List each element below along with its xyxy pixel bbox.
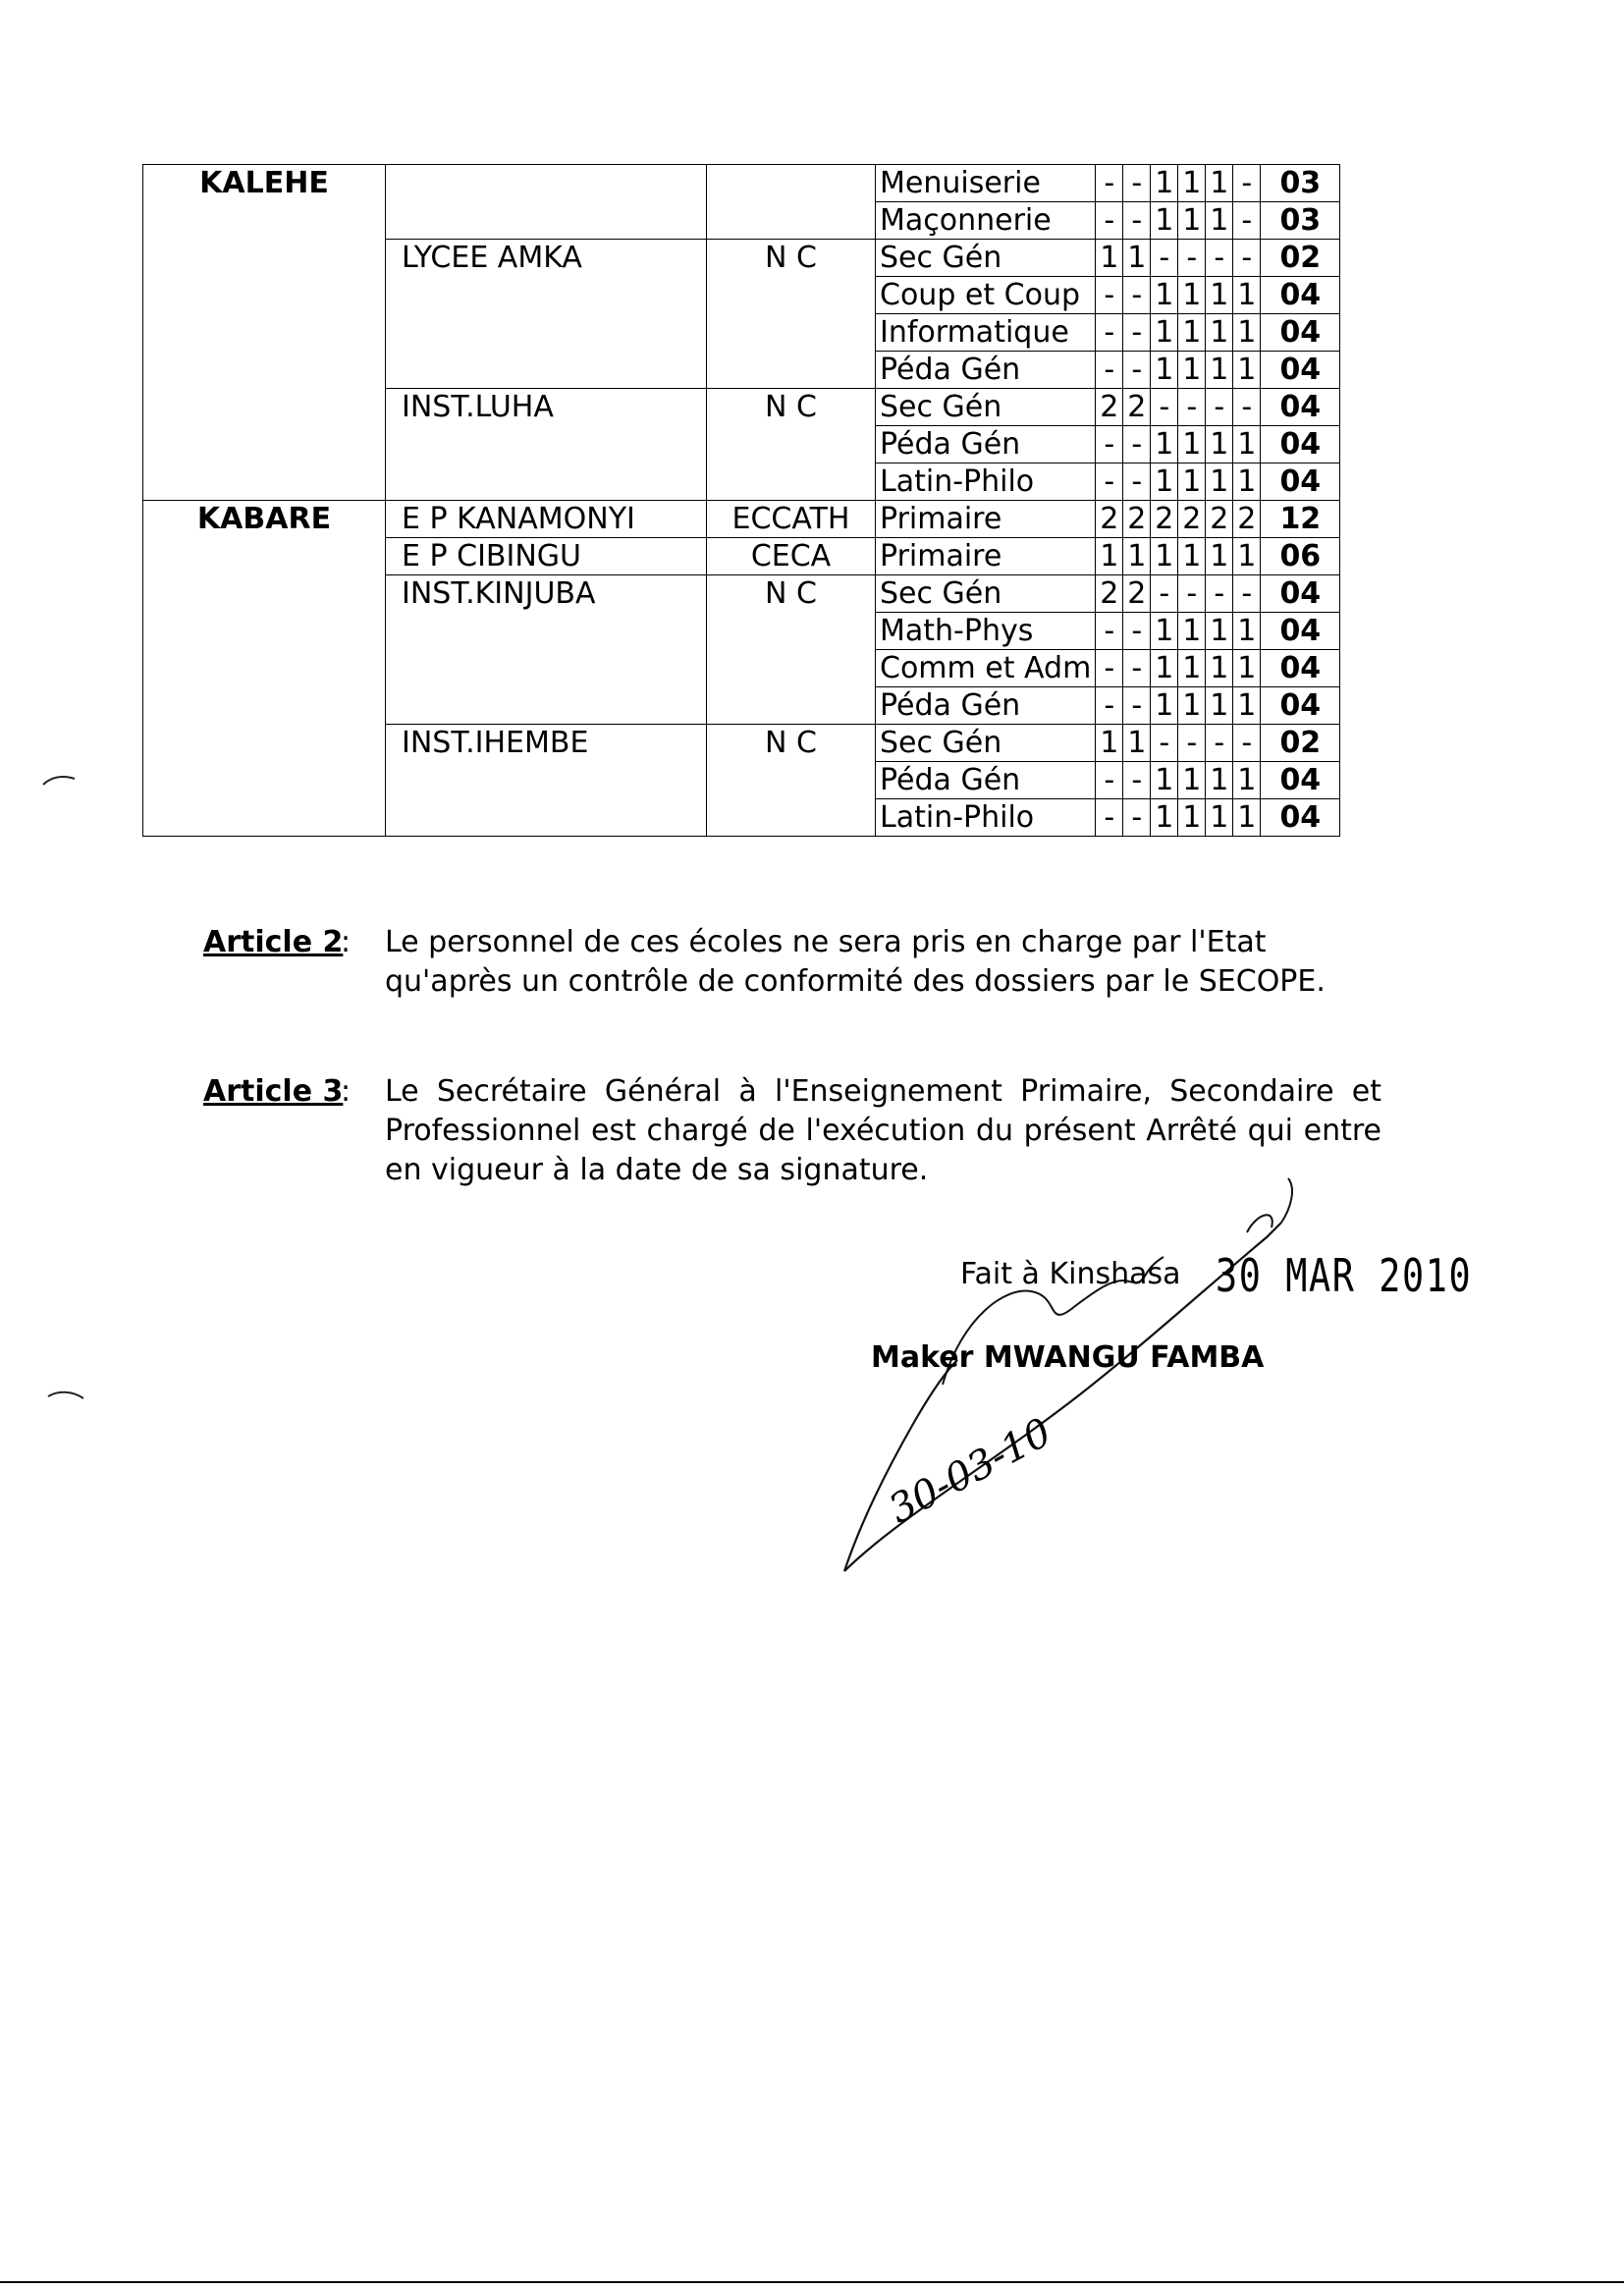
bottom-rule bbox=[0, 2281, 1624, 2283]
grade-cell: - bbox=[1123, 202, 1151, 240]
grade-cell: - bbox=[1096, 426, 1123, 463]
regime-cell bbox=[707, 165, 876, 240]
article-3-text: Le Secrétaire Général à l'Enseignement Primaire, Secondaire et Professionnel est chargé de l'exécution du présent Arrêté qui entre en vigueur à la date de sa signature. bbox=[385, 1074, 1381, 1187]
section-cell: Latin-Philo bbox=[876, 463, 1096, 501]
article-2-label: Article 2 bbox=[203, 925, 344, 959]
grade-cell: 1 bbox=[1206, 463, 1233, 501]
grade-cell: 2 bbox=[1096, 575, 1123, 613]
grade-cell: 1 bbox=[1233, 538, 1261, 575]
grade-cell: - bbox=[1233, 202, 1261, 240]
place-line: Fait à Kinshasa bbox=[960, 1257, 1181, 1291]
grade-cell: 1 bbox=[1233, 314, 1261, 352]
grade-cell: 1 bbox=[1178, 202, 1206, 240]
grade-cell: - bbox=[1123, 687, 1151, 725]
total-cell: 04 bbox=[1261, 463, 1340, 501]
grade-cell: - bbox=[1178, 240, 1206, 277]
grade-cell: 1 bbox=[1178, 314, 1206, 352]
total-cell: 04 bbox=[1261, 762, 1340, 799]
section-cell: Péda Gén bbox=[876, 762, 1096, 799]
grade-cell: - bbox=[1206, 240, 1233, 277]
grade-cell: 1 bbox=[1206, 165, 1233, 202]
section-cell: Comm et Adm bbox=[876, 650, 1096, 687]
section-cell: Latin-Philo bbox=[876, 799, 1096, 837]
grade-cell: 1 bbox=[1151, 613, 1178, 650]
school-name-cell: INST.LUHA bbox=[386, 389, 707, 501]
section-cell: Péda Gén bbox=[876, 687, 1096, 725]
total-cell: 04 bbox=[1261, 575, 1340, 613]
province-cell: KABARE bbox=[143, 501, 386, 837]
grade-cell: 1 bbox=[1123, 240, 1151, 277]
total-cell: 04 bbox=[1261, 799, 1340, 837]
total-cell: 12 bbox=[1261, 501, 1340, 538]
margin-mark-icon bbox=[39, 771, 79, 791]
grade-cell: 1 bbox=[1233, 650, 1261, 687]
grade-cell: 1 bbox=[1151, 277, 1178, 314]
grade-cell: 1 bbox=[1206, 687, 1233, 725]
grade-cell: - bbox=[1096, 277, 1123, 314]
grade-cell: 1 bbox=[1178, 538, 1206, 575]
grade-cell: - bbox=[1123, 277, 1151, 314]
school-name-cell: LYCEE AMKA bbox=[386, 240, 707, 389]
grade-cell: - bbox=[1123, 463, 1151, 501]
grade-cell: - bbox=[1178, 725, 1206, 762]
total-cell: 04 bbox=[1261, 650, 1340, 687]
section-cell: Sec Gén bbox=[876, 240, 1096, 277]
grade-cell: - bbox=[1123, 762, 1151, 799]
regime-cell: N C bbox=[707, 240, 876, 389]
section-cell: Coup et Coup bbox=[876, 277, 1096, 314]
grade-cell: - bbox=[1206, 575, 1233, 613]
school-name-cell: INST.KINJUBA bbox=[386, 575, 707, 725]
grade-cell: 1 bbox=[1233, 352, 1261, 389]
grade-cell: - bbox=[1233, 240, 1261, 277]
grade-cell: 1 bbox=[1151, 799, 1178, 837]
grade-cell: 1 bbox=[1233, 277, 1261, 314]
grade-cell: 1 bbox=[1206, 538, 1233, 575]
handwritten-date: 30-03-10 bbox=[882, 1409, 1059, 1533]
grade-cell: 1 bbox=[1206, 352, 1233, 389]
grade-cell: - bbox=[1096, 687, 1123, 725]
grade-cell: - bbox=[1123, 799, 1151, 837]
grade-cell: 1 bbox=[1206, 202, 1233, 240]
article-3-label: Article 3 bbox=[203, 1074, 344, 1109]
grade-cell: - bbox=[1233, 389, 1261, 426]
grade-cell: - bbox=[1123, 613, 1151, 650]
grade-cell: 1 bbox=[1151, 202, 1178, 240]
grade-cell: 1 bbox=[1233, 687, 1261, 725]
grade-cell: - bbox=[1151, 240, 1178, 277]
school-name-cell bbox=[386, 165, 707, 240]
grade-cell: 1 bbox=[1178, 613, 1206, 650]
regime-cell: N C bbox=[707, 725, 876, 837]
article-3-colon: : bbox=[341, 1074, 352, 1109]
grade-cell: 1 bbox=[1206, 799, 1233, 837]
grade-cell: - bbox=[1233, 725, 1261, 762]
grade-cell: - bbox=[1096, 613, 1123, 650]
grade-cell: 2 bbox=[1096, 501, 1123, 538]
total-cell: 03 bbox=[1261, 165, 1340, 202]
grade-cell: - bbox=[1096, 202, 1123, 240]
regime-cell: N C bbox=[707, 575, 876, 725]
total-cell: 04 bbox=[1261, 352, 1340, 389]
article-2-colon: : bbox=[341, 925, 352, 959]
grade-cell: 1 bbox=[1123, 538, 1151, 575]
grade-cell: - bbox=[1096, 799, 1123, 837]
school-allocation-table bbox=[142, 164, 1340, 837]
grade-cell: 1 bbox=[1151, 650, 1178, 687]
grade-cell: - bbox=[1123, 426, 1151, 463]
grade-cell: 1 bbox=[1096, 538, 1123, 575]
grade-cell: 2 bbox=[1123, 389, 1151, 426]
signatory-name: Maker MWANGU FAMBA bbox=[871, 1340, 1265, 1375]
school-name-cell: E P KANAMONYI bbox=[386, 501, 707, 538]
grade-cell: - bbox=[1096, 762, 1123, 799]
grade-cell: 1 bbox=[1206, 314, 1233, 352]
grade-cell: - bbox=[1233, 575, 1261, 613]
section-cell: Sec Gén bbox=[876, 389, 1096, 426]
section-cell: Sec Gén bbox=[876, 575, 1096, 613]
grade-cell: 2 bbox=[1178, 501, 1206, 538]
section-cell: Primaire bbox=[876, 501, 1096, 538]
grade-cell: 1 bbox=[1151, 352, 1178, 389]
margin-mark-icon bbox=[44, 1385, 88, 1404]
total-cell: 04 bbox=[1261, 389, 1340, 426]
grade-cell: 2 bbox=[1096, 389, 1123, 426]
section-cell: Informatique bbox=[876, 314, 1096, 352]
grade-cell: - bbox=[1123, 314, 1151, 352]
grade-cell: - bbox=[1233, 165, 1261, 202]
grade-cell: 2 bbox=[1151, 501, 1178, 538]
grade-cell: 1 bbox=[1233, 799, 1261, 837]
grade-cell: 2 bbox=[1206, 501, 1233, 538]
grade-cell: 1 bbox=[1151, 463, 1178, 501]
grade-cell: 1 bbox=[1178, 165, 1206, 202]
regime-cell: CECA bbox=[707, 538, 876, 575]
grade-cell: 1 bbox=[1096, 240, 1123, 277]
section-cell: Maçonnerie bbox=[876, 202, 1096, 240]
grade-cell: 1 bbox=[1206, 426, 1233, 463]
total-cell: 02 bbox=[1261, 725, 1340, 762]
grade-cell: - bbox=[1206, 389, 1233, 426]
grade-cell: 2 bbox=[1123, 501, 1151, 538]
school-name-cell: E P CIBINGU bbox=[386, 538, 707, 575]
grade-cell: 1 bbox=[1151, 165, 1178, 202]
grade-cell: 1 bbox=[1206, 613, 1233, 650]
grade-cell: 1 bbox=[1206, 277, 1233, 314]
total-cell: 03 bbox=[1261, 202, 1340, 240]
grade-cell: 1 bbox=[1096, 725, 1123, 762]
grade-cell: 1 bbox=[1178, 799, 1206, 837]
grade-cell: 1 bbox=[1233, 426, 1261, 463]
grade-cell: - bbox=[1123, 352, 1151, 389]
grade-cell: - bbox=[1123, 165, 1151, 202]
section-cell: Primaire bbox=[876, 538, 1096, 575]
table-body bbox=[143, 165, 1340, 837]
grade-cell: 1 bbox=[1233, 613, 1261, 650]
grade-cell: 1 bbox=[1178, 463, 1206, 501]
grade-cell: - bbox=[1178, 389, 1206, 426]
article-2 bbox=[203, 923, 1381, 1002]
total-cell: 04 bbox=[1261, 613, 1340, 650]
grade-cell: 1 bbox=[1178, 277, 1206, 314]
grade-cell: - bbox=[1151, 389, 1178, 426]
grade-cell: 1 bbox=[1178, 352, 1206, 389]
total-cell: 06 bbox=[1261, 538, 1340, 575]
grade-cell: - bbox=[1096, 314, 1123, 352]
grade-cell: - bbox=[1206, 725, 1233, 762]
grade-cell: - bbox=[1096, 352, 1123, 389]
article-2-text: Le personnel de ces écoles ne sera pris en charge par l'Etat qu'après un contrôle de conformité des dossiers par le SECOPE. bbox=[385, 925, 1326, 999]
section-cell: Math-Phys bbox=[876, 613, 1096, 650]
province-cell: KALEHE bbox=[143, 165, 386, 501]
grade-cell: - bbox=[1096, 650, 1123, 687]
grade-cell: 1 bbox=[1178, 687, 1206, 725]
section-cell: Péda Gén bbox=[876, 352, 1096, 389]
grade-cell: - bbox=[1151, 575, 1178, 613]
grade-cell: 1 bbox=[1151, 314, 1178, 352]
section-cell: Menuiserie bbox=[876, 165, 1096, 202]
total-cell: 04 bbox=[1261, 687, 1340, 725]
grade-cell: 1 bbox=[1151, 687, 1178, 725]
grade-cell: - bbox=[1096, 463, 1123, 501]
grade-cell: 1 bbox=[1151, 538, 1178, 575]
grade-cell: 1 bbox=[1151, 426, 1178, 463]
regime-cell: N C bbox=[707, 389, 876, 501]
section-cell: Sec Gén bbox=[876, 725, 1096, 762]
grade-cell: 1 bbox=[1178, 650, 1206, 687]
section-cell: Péda Gén bbox=[876, 426, 1096, 463]
school-name-cell: INST.IHEMBE bbox=[386, 725, 707, 837]
grade-cell: - bbox=[1178, 575, 1206, 613]
total-cell: 04 bbox=[1261, 426, 1340, 463]
grade-cell: 1 bbox=[1233, 463, 1261, 501]
grade-cell: - bbox=[1151, 725, 1178, 762]
grade-cell: 2 bbox=[1233, 501, 1261, 538]
grade-cell: 1 bbox=[1178, 762, 1206, 799]
regime-cell: ECCATH bbox=[707, 501, 876, 538]
total-cell: 04 bbox=[1261, 314, 1340, 352]
total-cell: 02 bbox=[1261, 240, 1340, 277]
grade-cell: 1 bbox=[1206, 762, 1233, 799]
table-row bbox=[143, 165, 1340, 202]
grade-cell: - bbox=[1096, 165, 1123, 202]
date-stamp: 30 MAR 2010 bbox=[1216, 1249, 1473, 1302]
grade-cell: 1 bbox=[1151, 762, 1178, 799]
grade-cell: 1 bbox=[1206, 650, 1233, 687]
grade-cell: 1 bbox=[1123, 725, 1151, 762]
total-cell: 04 bbox=[1261, 277, 1340, 314]
grade-cell: 1 bbox=[1233, 762, 1261, 799]
table-row bbox=[143, 501, 1340, 538]
grade-cell: 2 bbox=[1123, 575, 1151, 613]
grade-cell: 1 bbox=[1178, 426, 1206, 463]
grade-cell: - bbox=[1123, 650, 1151, 687]
